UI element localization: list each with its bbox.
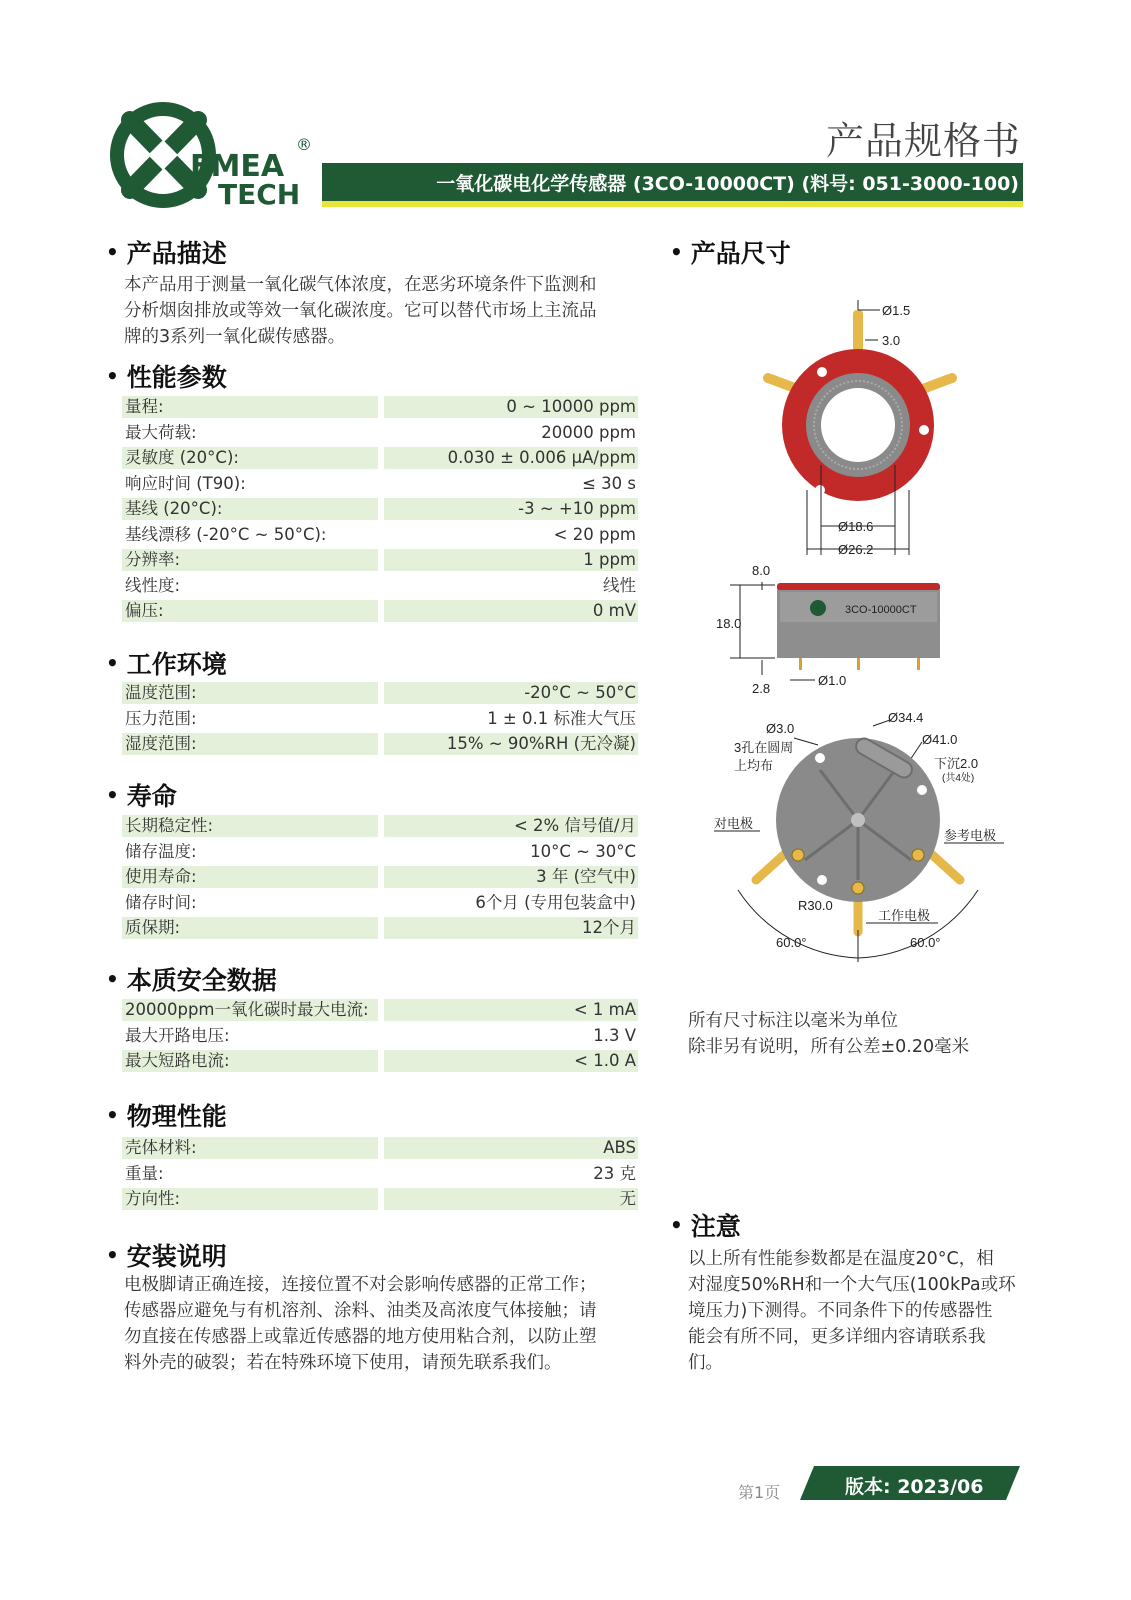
label-working-electrode: 工作电极 [878, 908, 931, 923]
section-heading-lifetime: • 寿命 [106, 782, 177, 811]
inner-opening [821, 388, 895, 462]
spec-label: 最大短路电流: [122, 1050, 378, 1072]
table-row [122, 864, 638, 890]
spec-label: 基线漂移 (-20°C ~ 50°C): [125, 524, 327, 544]
spec-value: ≤ 30 s [582, 473, 636, 493]
spec-value: 0 mV [384, 600, 638, 622]
table-row [122, 522, 638, 548]
pin-right [920, 378, 952, 390]
spec-label: 储存时间: [125, 892, 197, 912]
spec-value: < 1.0 A [384, 1050, 638, 1072]
table-row [122, 731, 638, 757]
dimension-notes [688, 1008, 1028, 1060]
section-heading-installation: • 安装说明 [106, 1242, 227, 1271]
spec-label: 压力范围: [125, 708, 197, 728]
environment-table [122, 680, 638, 757]
physical-table [122, 1135, 638, 1212]
lifetime-table [122, 813, 638, 941]
spec-label: 最大开路电压: [125, 1025, 230, 1045]
table-row [122, 471, 638, 497]
holes-note-1: 3孔在圆周 [734, 740, 794, 755]
spec-label: 壳体材料: [122, 1137, 378, 1159]
logo-text-tech: TECH [218, 178, 301, 210]
spec-value: < 20 ppm [553, 524, 636, 544]
dim-recess: 下沉2.0 [934, 756, 979, 771]
table-row [122, 420, 638, 446]
spec-label: 方向性: [122, 1188, 378, 1210]
spec-value: 无 [384, 1188, 638, 1210]
side-red-rim [777, 583, 940, 591]
spec-label: 重量: [125, 1163, 164, 1183]
installation-line: 传感器应避免与有机溶剂、涂料、油类及高浓度气体接触；请 [124, 1301, 597, 1321]
dim-angle-left: 60.0° [776, 935, 807, 950]
spec-value: 1 ppm [384, 549, 638, 571]
spec-value: 0.030 ± 0.006 μA/ppm [384, 447, 638, 469]
dim-pin-width: 3.0 [882, 333, 901, 348]
table-row [122, 496, 638, 522]
notice-line: 对湿度50%RH和一个大气压(100kPa或环 [688, 1275, 1016, 1295]
installation-text [124, 1272, 654, 1376]
spec-label: 量程: [122, 396, 378, 418]
label-counter-electrode: 对电极 [714, 816, 754, 831]
section-heading-safety: • 本质安全数据 [106, 966, 277, 995]
dim-top-height: 8.0 [752, 563, 771, 578]
notice-line: 境压力)下测得。不同条件下的传感器性 [688, 1301, 993, 1321]
description-line: 牌的3系列一氧化碳传感器。 [124, 327, 346, 347]
installation-line: 料外壳的破裂；若在特殊环境下使用，请预先联系我们。 [124, 1353, 562, 1373]
spec-value: < 1 mA [384, 999, 638, 1021]
logo-text-emea: EMEA [190, 149, 285, 184]
document-title: 产品规格书 [825, 119, 1021, 163]
version-label: 版本: 2023/06 [845, 1476, 984, 1498]
spec-value: -3 ~ +10 ppm [384, 498, 638, 520]
notice-text [688, 1246, 1028, 1376]
registered-mark: ® [296, 135, 312, 154]
section-heading-dimensions: • 产品尺寸 [670, 239, 791, 268]
spec-label: 湿度范围: [122, 733, 378, 755]
table-row [122, 706, 638, 732]
dim-inner-dia: Ø18.6 [838, 519, 874, 534]
spec-value: < 2% 信号值/月 [384, 815, 638, 837]
table-row [122, 813, 638, 839]
table-row [122, 1048, 638, 1074]
dim-pin-dia-side: Ø1.0 [818, 673, 847, 688]
installation-line: 勿直接在传感器上或靠近传感器的地方使用粘合剂，以防止塑 [124, 1327, 597, 1347]
table-row [122, 598, 638, 624]
description-text [124, 272, 644, 350]
dim-hole-dia: Ø3.0 [766, 721, 795, 736]
table-row [122, 547, 638, 573]
title-bar-stripe [322, 201, 1023, 207]
spec-label: 质保期: [122, 917, 378, 939]
table-row [122, 445, 638, 471]
label-reference-electrode: 参考电极 [944, 828, 997, 843]
description-line: 分析烟囱排放或等效一氧化碳浓度。它可以替代市场上主流品 [124, 301, 597, 321]
spec-value: -20°C ~ 50°C [384, 682, 638, 704]
product-subtitle: 一氧化碳电化学传感器 (3CO-10000CT) (料号: 051-3000-100) [436, 173, 1019, 195]
dimension-drawings [690, 290, 1030, 970]
dim-angle-right: 60.0° [910, 935, 941, 950]
spec-label: 灵敏度 (20°C): [122, 447, 378, 469]
section-heading-physical: • 物理性能 [106, 1102, 227, 1131]
table-row [122, 890, 638, 916]
spec-value: 20000 ppm [541, 422, 636, 442]
section-heading-description: • 产品描述 [106, 239, 227, 268]
safety-table [122, 997, 638, 1074]
dim-outer-dia: Ø26.2 [838, 542, 874, 557]
section-heading-notice: • 注意 [670, 1212, 741, 1241]
spec-label: 响应时间 (T90): [125, 473, 246, 493]
bottom-view-drawing [714, 710, 1004, 962]
spec-label: 使用寿命: [122, 866, 378, 888]
top-view-drawing [768, 300, 952, 557]
spec-value: 线性 [603, 575, 636, 595]
section-heading-performance: • 性能参数 [106, 363, 227, 392]
spec-value: 1 ± 0.1 标准大气压 [487, 708, 636, 728]
side-label: 3CO-10000CT [845, 604, 917, 616]
holes-note-2: 上均布 [734, 758, 774, 773]
dimension-note: 所有尺寸标注以毫米为单位 [688, 1011, 898, 1031]
table-row [122, 839, 638, 865]
dim-pin-length: 2.8 [752, 681, 771, 696]
table-row [122, 915, 638, 941]
table-row [122, 394, 638, 420]
dim-bottom-outer-dia: Ø41.0 [922, 732, 958, 747]
spec-value: 6个月 (专用包装盒中) [475, 892, 636, 912]
table-row [122, 1186, 638, 1212]
recess-note: (共4处) [942, 773, 975, 784]
company-logo [108, 100, 320, 210]
spec-value: 15% ~ 90%RH (无冷凝) [384, 733, 638, 755]
description-line: 本产品用于测量一氧化碳气体浓度，在恶劣环境条件下监测和 [124, 275, 597, 295]
dim-total-height: 18.0 [716, 616, 742, 631]
table-row [122, 1135, 638, 1161]
spec-value: 23 克 [593, 1163, 636, 1183]
dim-pin-dia: Ø1.5 [882, 303, 911, 318]
notice-line: 以上所有性能参数都是在温度20°C，相 [688, 1249, 994, 1269]
performance-table [122, 394, 638, 624]
spec-value: ABS [384, 1137, 638, 1159]
spec-value: 10°C ~ 30°C [530, 841, 636, 861]
notice-line: 们。 [688, 1353, 723, 1373]
table-row [122, 1023, 638, 1049]
spec-label: 20000ppm一氧化碳时最大电流: [122, 999, 378, 1021]
section-heading-environment: • 工作环境 [106, 650, 227, 679]
table-row [122, 573, 638, 599]
table-row [122, 1161, 638, 1187]
spec-label: 基线 (20°C): [122, 498, 378, 520]
spec-label: 线性度: [125, 575, 181, 595]
spec-label: 最大荷载: [125, 422, 197, 442]
spec-label: 储存温度: [125, 841, 197, 861]
spec-label: 偏压: [122, 600, 378, 622]
spec-label: 分辨率: [122, 549, 378, 571]
installation-line: 电极脚请正确连接，连接位置不对会影响传感器的正常工作； [124, 1275, 597, 1295]
table-row [122, 680, 638, 706]
dim-radius: R30.0 [798, 898, 833, 913]
table-row [122, 997, 638, 1023]
spec-value: 0 ~ 10000 ppm [384, 396, 638, 418]
spec-value: 12个月 [384, 917, 638, 939]
side-view-drawing [716, 563, 940, 696]
dim-bottom-inner-dia: Ø34.4 [888, 710, 924, 725]
page-number: 第1页 [738, 1483, 781, 1502]
spec-value: 3 年 (空气中) [384, 866, 638, 888]
spec-label: 温度范围: [122, 682, 378, 704]
spec-value: 1.3 V [593, 1025, 636, 1045]
notice-line: 能会有所不同，更多详细内容请联系我 [688, 1327, 986, 1347]
spec-label: 长期稳定性: [122, 815, 378, 837]
dimension-note: 除非另有说明，所有公差±0.20毫米 [688, 1037, 970, 1057]
